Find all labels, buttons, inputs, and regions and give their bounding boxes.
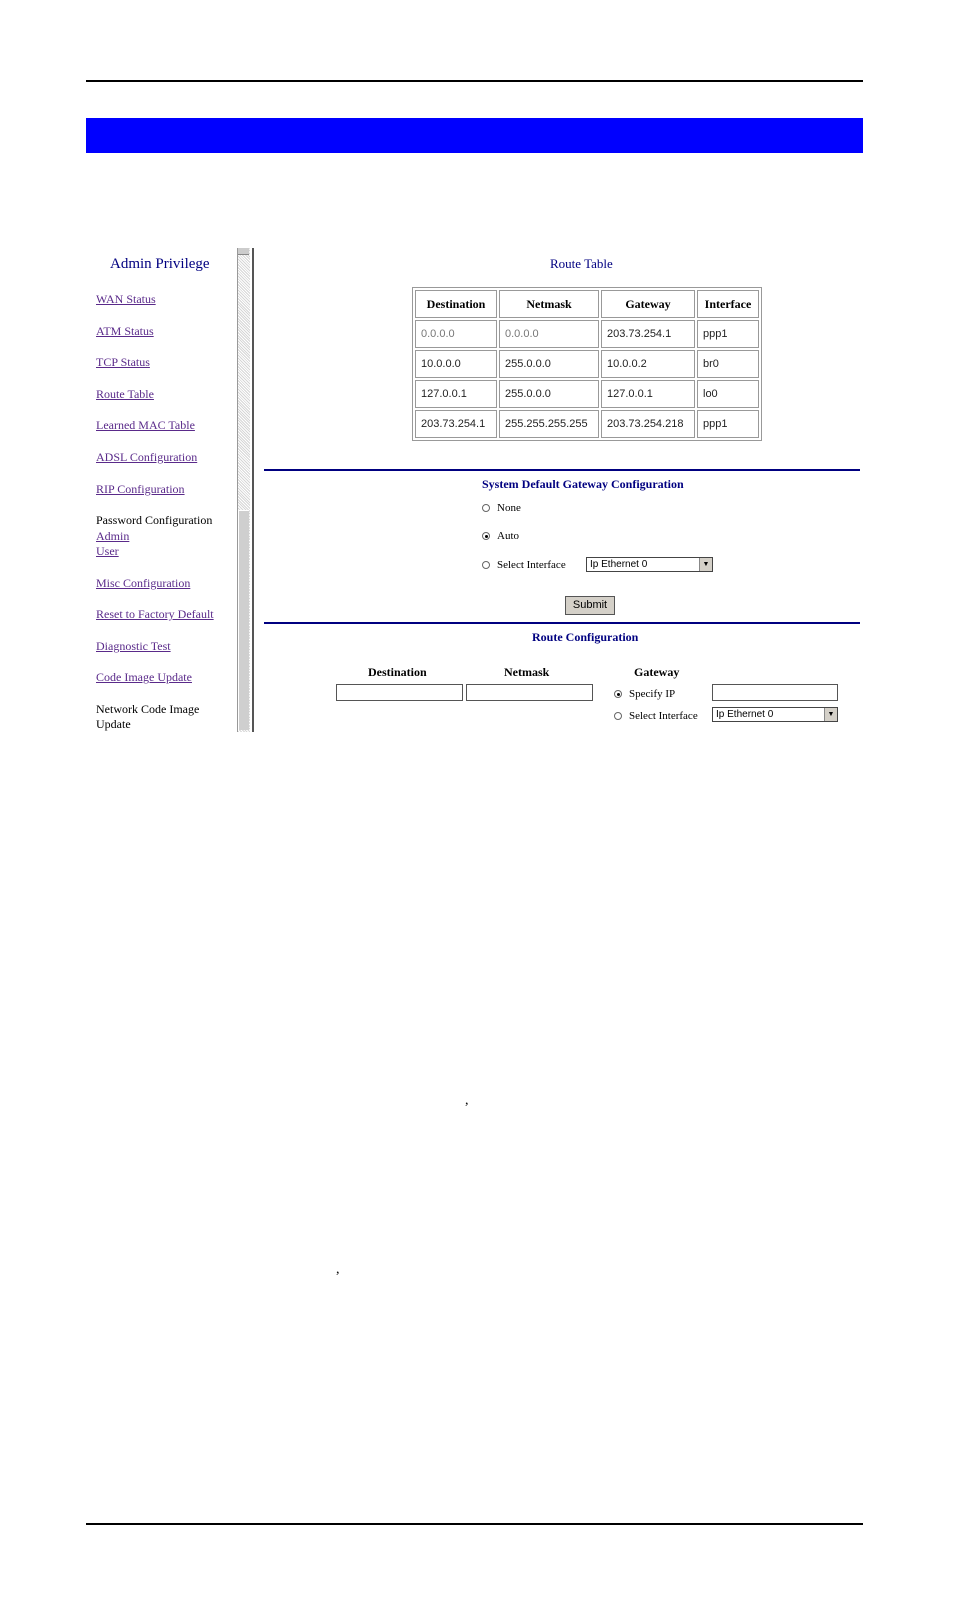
section-title-bar bbox=[86, 118, 863, 153]
radio-option-auto[interactable] bbox=[482, 530, 519, 542]
route-config-title: Route Configuration bbox=[532, 630, 639, 644]
submit-button[interactable]: Submit bbox=[565, 596, 615, 615]
route-gateway-ip-input[interactable] bbox=[712, 684, 838, 701]
radio-auto-label: Auto bbox=[497, 530, 519, 542]
page-mark-comma: , bbox=[336, 1262, 340, 1277]
cell-destination: 203.73.254.1 bbox=[415, 410, 497, 438]
route-netmask-label: Netmask bbox=[504, 665, 550, 679]
cell-interface: ppp1 bbox=[697, 410, 759, 438]
cell-gateway: 203.73.254.1 bbox=[601, 320, 695, 348]
cell-netmask: 255.255.255.255 bbox=[499, 410, 599, 438]
route-interface-value: Ip Ethernet 0 bbox=[716, 709, 774, 720]
radio-auto[interactable] bbox=[482, 532, 490, 540]
route-destination-input[interactable] bbox=[336, 684, 463, 701]
route-netmask-input[interactable] bbox=[466, 684, 593, 701]
cell-netmask: 0.0.0.0 bbox=[499, 320, 599, 348]
cell-gateway: 127.0.0.1 bbox=[601, 380, 695, 408]
radio-option-select-interface[interactable] bbox=[482, 559, 566, 571]
sidebar bbox=[86, 248, 234, 732]
sidebar-item-code-image-update[interactable]: Code Image Update bbox=[96, 670, 192, 684]
scrollbar-thumb[interactable] bbox=[238, 510, 249, 730]
sidebar-item-tcp-status[interactable]: TCP Status bbox=[96, 355, 150, 369]
section-divider-2 bbox=[264, 622, 860, 624]
sidebar-item-adsl-configuration[interactable]: ADSL Configuration bbox=[96, 450, 198, 464]
chevron-down-icon[interactable]: ▼ bbox=[699, 558, 712, 571]
sidebar-item-admin[interactable]: Admin bbox=[96, 529, 130, 543]
radio-select-interface[interactable] bbox=[482, 561, 490, 569]
bottom-rule bbox=[86, 1523, 863, 1525]
sidebar-item-user[interactable]: User bbox=[96, 544, 119, 558]
sidebar-item-reset-factory-default[interactable]: Reset to Factory Default bbox=[96, 607, 214, 621]
radio-specify-ip-label: Specify IP bbox=[629, 688, 676, 700]
radio-none[interactable] bbox=[482, 504, 490, 512]
section-divider-1 bbox=[264, 469, 860, 471]
frame-divider bbox=[252, 248, 254, 732]
cell-interface: ppp1 bbox=[697, 320, 759, 348]
cell-netmask: 255.0.0.0 bbox=[499, 380, 599, 408]
sidebar-item-route-table[interactable]: Route Table bbox=[96, 387, 154, 401]
sidebar-scrollbar[interactable] bbox=[237, 248, 250, 732]
radio-specify-ip[interactable] bbox=[614, 690, 622, 698]
sidebar-title: Admin Privilege bbox=[110, 256, 210, 272]
radio-select-interface-label: Select Interface bbox=[497, 559, 566, 571]
route-table bbox=[412, 287, 762, 441]
table-row bbox=[415, 350, 759, 378]
gateway-interface-select[interactable] bbox=[586, 557, 713, 572]
cell-interface: br0 bbox=[697, 350, 759, 378]
radio-route-select-interface[interactable] bbox=[614, 712, 622, 720]
column-header-destination: Destination bbox=[415, 290, 497, 318]
chevron-down-icon[interactable]: ▼ bbox=[824, 708, 837, 721]
cell-gateway: 203.73.254.218 bbox=[601, 410, 695, 438]
cell-destination: 127.0.0.1 bbox=[415, 380, 497, 408]
sidebar-item-network-code-image-update[interactable]: Update bbox=[96, 717, 131, 731]
sidebar-item-wan-status[interactable]: WAN Status bbox=[96, 292, 156, 306]
column-header-interface: Interface bbox=[697, 290, 759, 318]
radio-route-select-interface-label: Select Interface bbox=[629, 710, 698, 722]
cell-netmask: 255.0.0.0 bbox=[499, 350, 599, 378]
cell-destination: 0.0.0.0 bbox=[415, 320, 497, 348]
gateway-interface-value: Ip Ethernet 0 bbox=[590, 559, 648, 570]
table-row bbox=[415, 380, 759, 408]
sidebar-item-learned-mac-table[interactable]: Learned MAC Table bbox=[96, 418, 195, 432]
radio-option-none[interactable] bbox=[482, 502, 521, 514]
table-row bbox=[415, 320, 759, 348]
top-rule bbox=[86, 80, 863, 82]
radio-none-label: None bbox=[497, 502, 521, 514]
column-header-netmask: Netmask bbox=[499, 290, 599, 318]
sidebar-item-atm-status[interactable]: ATM Status bbox=[96, 324, 154, 338]
cell-destination: 10.0.0.0 bbox=[415, 350, 497, 378]
sidebar-item-network-code-image[interactable]: Network Code Image bbox=[96, 702, 200, 716]
route-table-title: Route Table bbox=[550, 256, 613, 271]
cell-interface: lo0 bbox=[697, 380, 759, 408]
radio-option-specify-ip[interactable] bbox=[614, 688, 675, 700]
sidebar-item-rip-configuration[interactable]: RIP Configuration bbox=[96, 482, 185, 496]
table-row bbox=[415, 410, 759, 438]
route-interface-select[interactable] bbox=[712, 707, 838, 722]
sidebar-item-password-configuration: Password Configuration bbox=[96, 513, 213, 527]
radio-option-route-select-interface[interactable] bbox=[614, 710, 698, 722]
cell-gateway: 10.0.0.2 bbox=[601, 350, 695, 378]
default-gateway-title: System Default Gateway Configuration bbox=[482, 477, 684, 491]
route-gateway-label: Gateway bbox=[634, 665, 680, 679]
sidebar-item-diagnostic-test[interactable]: Diagnostic Test bbox=[96, 639, 171, 653]
page-mark-comma: , bbox=[465, 1093, 469, 1108]
route-table-header-row bbox=[415, 290, 759, 318]
route-destination-label: Destination bbox=[368, 665, 427, 679]
column-header-gateway: Gateway bbox=[601, 290, 695, 318]
sidebar-item-misc-configuration[interactable]: Misc Configuration bbox=[96, 576, 191, 590]
scroll-up-arrow[interactable] bbox=[238, 248, 249, 255]
